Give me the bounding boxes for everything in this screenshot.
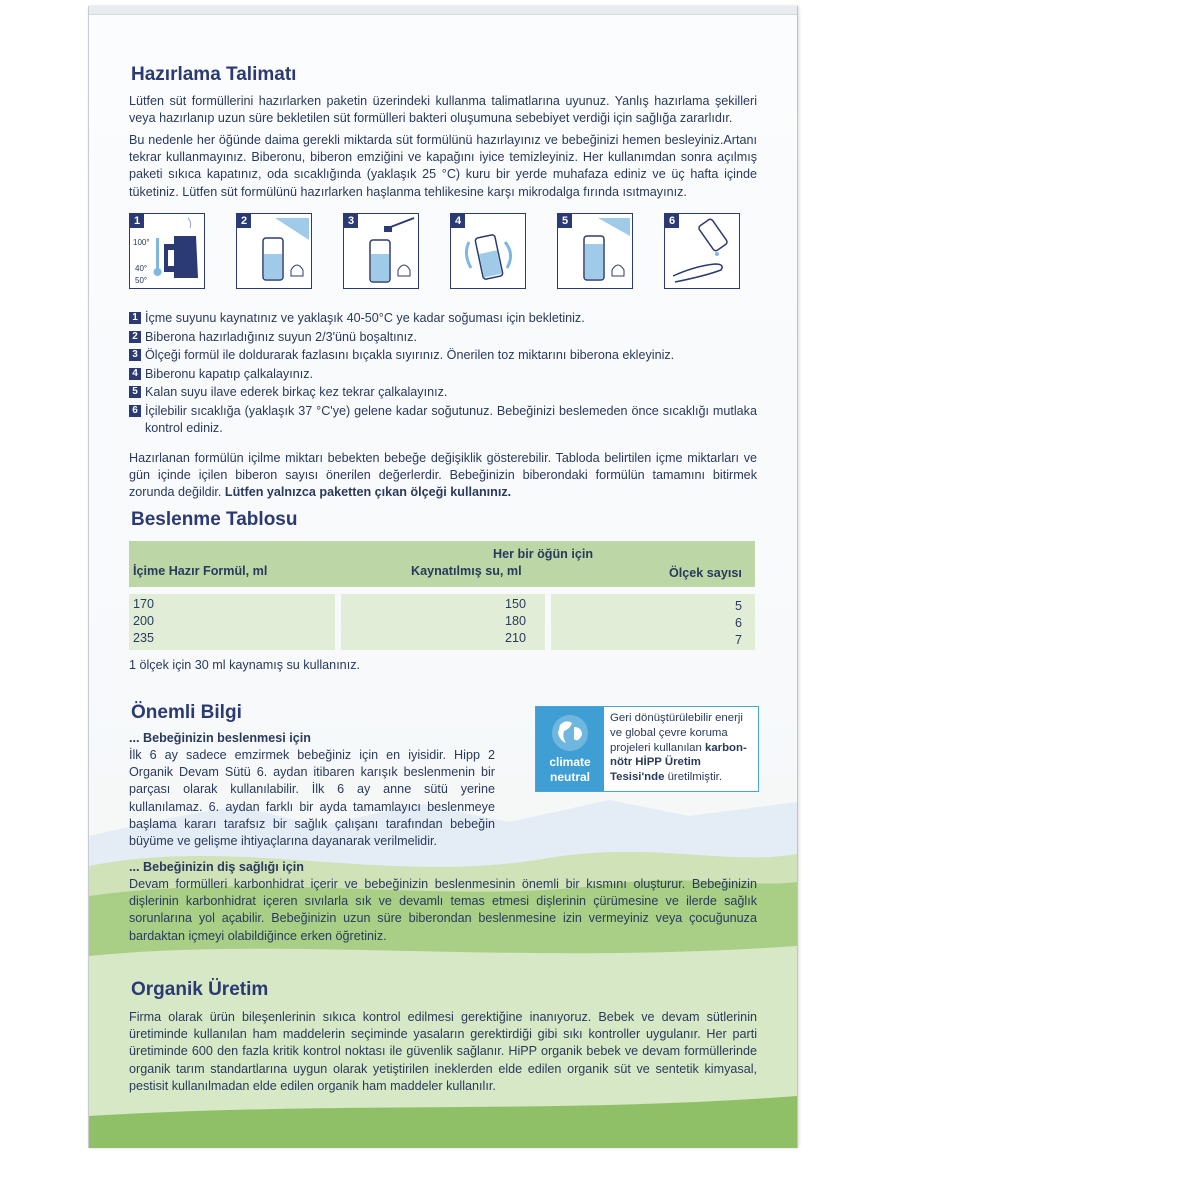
prep-note (129, 450, 757, 502)
feeding-col-3-bg (551, 594, 755, 650)
feeding-col-water: Kaynatılmış su, ml (411, 564, 522, 578)
thermo-label-50: 50° (135, 276, 148, 285)
organic-title: Organik Üretim (131, 979, 269, 1000)
step-instruction-6: 6 İçilebilir sıcaklığa (yaklaşık 37 °C'ye) gelene kadar soğutunuz. Bebeğinizi beslemeden önce sıcaklığı mutlaka kontrol ediniz. (129, 403, 757, 438)
package-panel (88, 6, 798, 1148)
bottle-pour-icon (237, 214, 311, 288)
feeding-col-1-bg (129, 594, 335, 650)
feeding-table-body (129, 594, 755, 650)
step-2-number: 2 (237, 214, 251, 228)
feeding-title: Beslenme Tablosu (131, 509, 298, 530)
step-1-number: 1 (130, 214, 144, 228)
feeding-table-header (129, 541, 755, 587)
prep-intro-2: Bu nedenle her öğünde daima gerekli miktarda süt formülünü hazırlayınız ve bebeğinizi hemen besleyiniz.Artanı tekrar kullanmayınız. Biberonu, biberon emziğini ve kapağını iyice temizleyiniz. Her kullanımdan sonra açılmış paketi sıkıca kapatınız, oda sıcaklığında (yaklaşık 25 °C) kuru bir yerde muhafaza ediniz ve üç hafta içinde tüketiniz. Lütfen süt formülünü hazırlarken haşlanma tehlikesine karşı mikrodalga fırında ısıtmayınız. (129, 133, 757, 199)
shake-icon (451, 214, 525, 288)
important-text-teeth: Devam formülleri karbonhidrat içerir ve bebeğinizin beslenmesinin önemli bir kısmını oluşturur. Bebeğinizin dişlerinin karbonhidrat içeren sıvılarla sık ve devamlı temas etmesi dişlerinin çürümesine ve ilerde sağlık sorunlarına yol açabilir. Bebeğinizin uzun süre biberondan beslenmesine izin vermeyiniz veya çocuğunuza bardaktan içmeyi olabildiğince erken öğretiniz. (129, 877, 757, 943)
step-5-number: 5 (558, 214, 572, 228)
important-title: Önemli Bilgi (131, 702, 242, 723)
prep-note-text: Hazırlanan formülün içilme miktarı bebekten bebeğe değişiklik gösterebilir. Tabloda belirtilen içme miktarları ve gün içinde içilen biberon sayısı önerilen değerlerdir. Bebeğinizin biberondaki formülün tamamını bitirmek zorunda değildir. (129, 451, 757, 500)
wrist-test-icon (665, 214, 739, 288)
step-instructions (129, 310, 757, 439)
globe-icon (550, 713, 590, 753)
important-sub-teeth: ... Bebeğinizin diş sağlığı için (129, 860, 304, 874)
step-5-illustration (557, 213, 633, 289)
climate-neutral-text: Geri dönüştürülebilir enerji ve global çevre koruma projeleri kullanılan karbon-nötr HİPP Üretim Tesisi'nde üretilmiştir. (610, 712, 747, 784)
package-top-edge (89, 6, 797, 15)
feeding-row-2-formula: 200 (133, 614, 155, 628)
bottle-fill-icon (558, 214, 632, 288)
important-sub-feeding: ... Bebeğinizin beslenmesi için (129, 731, 311, 745)
feeding-col-scoops: Ölçek sayısı (669, 566, 742, 580)
feeding-row-3-water: 210 (505, 631, 527, 645)
feeding-row-1-formula: 170 (133, 597, 155, 611)
prep-title: Hazırlama Talimatı (131, 64, 297, 85)
step-2-illustration (236, 213, 312, 289)
step-3-number: 3 (344, 214, 358, 228)
feeding-row-2-water: 180 (505, 614, 527, 628)
step-instruction-4: 4 Biberonu kapatıp çalkalayınız. (129, 366, 757, 384)
step-6-illustration (664, 213, 740, 289)
kettle-icon (130, 214, 204, 288)
prep-intro-1: Lütfen süt formüllerini hazırlarken paketin üzerindeki kullanma talimatlarına uyunuz. Yanlış hazırlama şekilleri veya hazırlanıp uzun süre bekletilen süt formülleri bakteri oluşumuna sebebiyet verdiği için sağlığa zararlıdır. (129, 94, 757, 126)
thermo-label-40: 40° (135, 264, 148, 273)
step-instruction-5: 5 Kalan suyu ilave ederek birkaç kez tekrar çalkalayınız. (129, 384, 757, 402)
climate-neutral-logo (536, 707, 604, 791)
climate-neutral-badge (535, 706, 759, 792)
step-4-illustration (450, 213, 526, 289)
prep-note-bold: Lütfen yalnızca paketten çıkan ölçeği kullanınız. (224, 485, 512, 500)
scoop-icon (344, 214, 418, 288)
feeding-row-3-formula: 235 (133, 631, 155, 645)
feeding-row-1-scoops: 5 (735, 599, 743, 613)
step-1-illustration (129, 213, 205, 289)
feeding-col-formula: İçime Hazır Formül, ml (133, 564, 268, 578)
organic-text: Firma olarak ürün bileşenlerinin sıkıca kontrol edilmesi gerektiğine inanıyoruz. Bebek ve devam sütlerinin üretiminde kullanılan ham maddelerin seçiminde yasaların gerektirdiği gibi sıkı kontroller uygulanır. Her parti üretiminde 600 den fazla kritik kontrol noktası ile güvenlik sağlanır. HiPP organik bebek ve devam formüllerinde organik tarım standartlarına uygun olarak yetiştirilen ineklerden elde edilen organik süt ve sentetik kimyasal, pestisit kullanılmadan elde edilen organik ham maddeler kullanılır. (129, 1010, 757, 1093)
step-4-number: 4 (451, 214, 465, 228)
feeding-row-1-water: 150 (505, 597, 527, 611)
step-6-number: 6 (665, 214, 679, 228)
step-3-illustration (343, 213, 419, 289)
feeding-row-2-scoops: 6 (735, 616, 743, 630)
feeding-footnote: 1 ölçek için 30 ml kaynamış su kullanınız. (129, 658, 360, 672)
step-illustrations (129, 213, 757, 293)
important-text-feeding: İlk 6 ay sadece emzirmek bebeğiniz için en iyisidir. Hipp 2 Organik Devam Sütü 6. aydan itibaren karışık beslenmenin bir parçası olarak kullanılabilir. İlk 6 ay anne sütü yerine kullanılamaz. 6. aydan farklı bir ayda tamamlayıcı beslenmeye başlama kararı tarafsız bir sağlık çalışanı tarafından bebeğin büyüme ve gelişme ihtiyaçlarına dayanarak verilmelidir. (129, 748, 495, 849)
feeding-header-top: Her bir öğün için (493, 547, 594, 561)
thermo-label-100: 100° (133, 238, 150, 247)
climate-logo-line-2: neutral (549, 770, 590, 784)
step-instruction-1: 1 İçme suyunu kaynatınız ve yaklaşık 40-50°C ye kadar soğuması için bekletiniz. (129, 310, 757, 328)
climate-logo-line-1: climate (549, 755, 591, 769)
feeding-row-3-scoops: 7 (735, 633, 743, 647)
step-instruction-3: 3 Ölçeği formül ile doldurarak fazlasını bıçakla sıyırınız. Önerilen toz miktarını biberona ekleyiniz. (129, 347, 757, 365)
step-instruction-2: 2 Biberona hazırladığınız suyun 2/3'ünü boşaltınız. (129, 329, 757, 347)
